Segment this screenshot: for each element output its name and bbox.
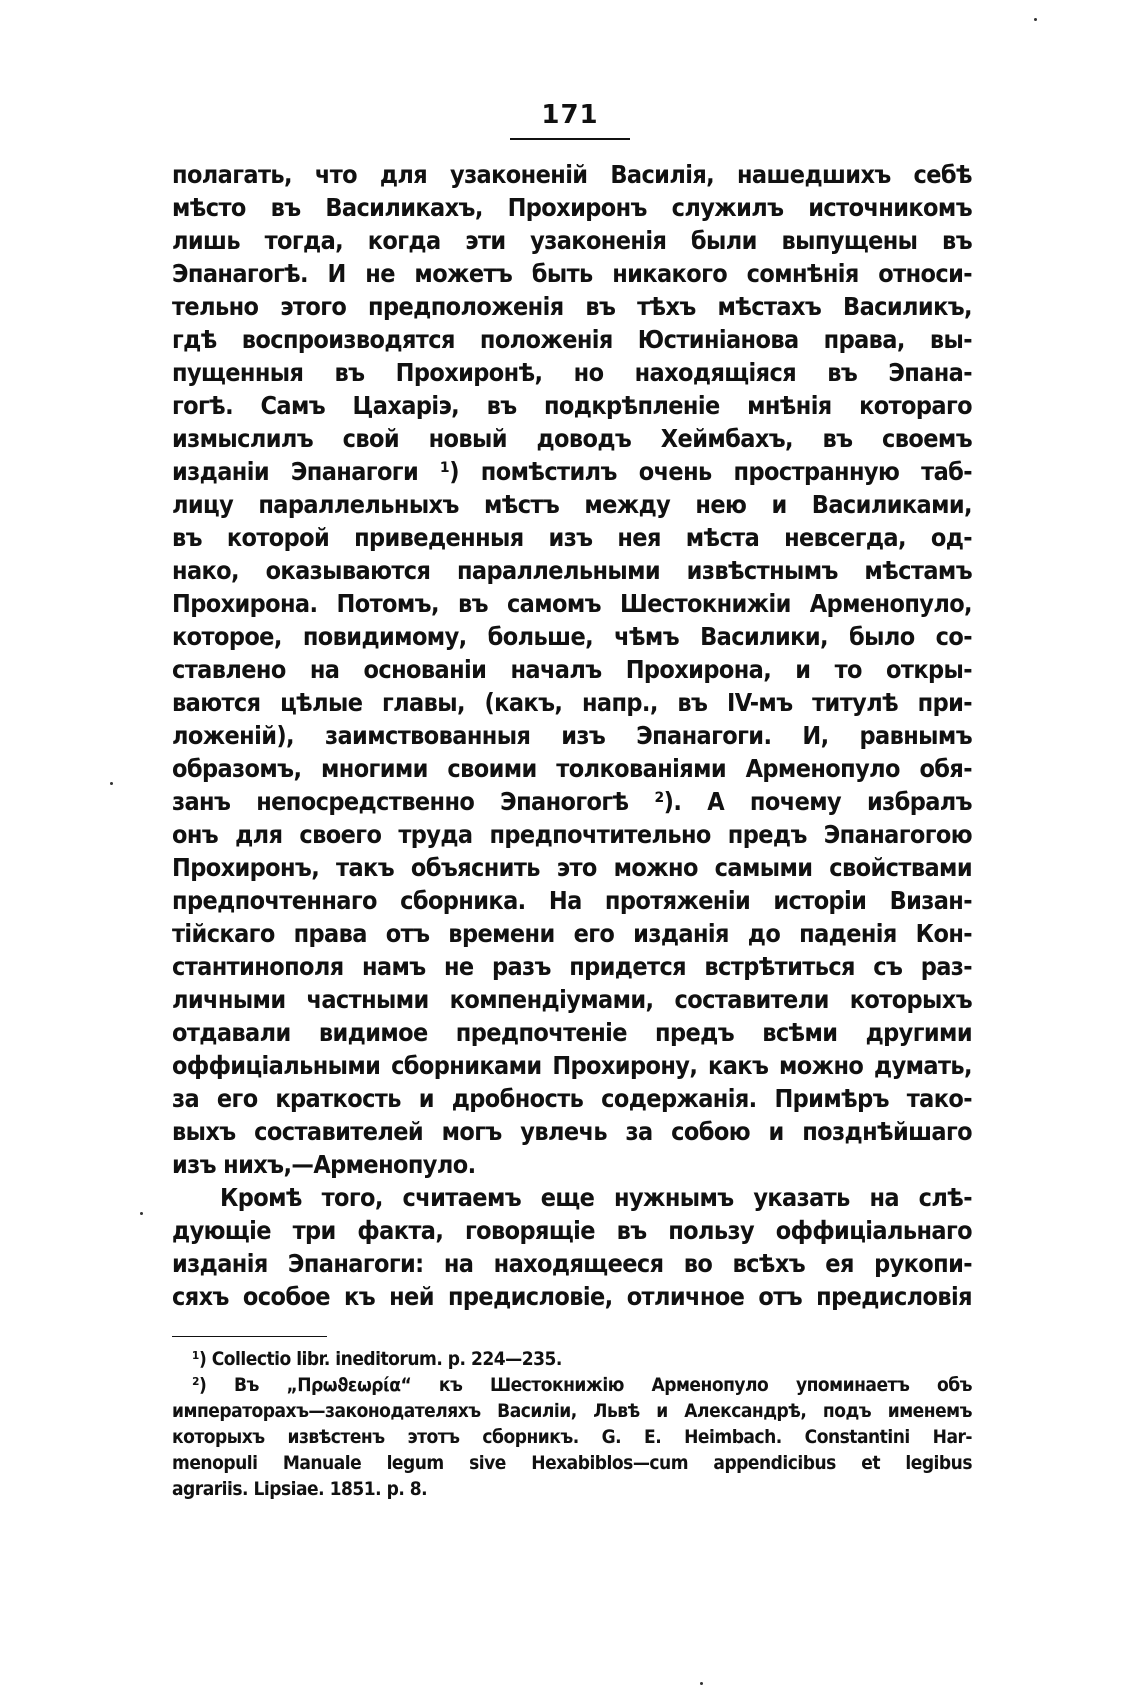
text-line: предпочтеннаго сборника. На протяженіи исторіи Визан- [172, 886, 972, 915]
text-line: гдѣ воспроизводятся положенія Юстиніанова права, вы- [172, 325, 972, 354]
text-line: онъ для своего труда предпочтительно предъ Эпанагогою [172, 820, 972, 849]
text-line: нако, оказываются параллельными извѣстнымъ мѣстамъ [172, 556, 972, 585]
footnote-1: ¹) Collectio libr. ineditorum. p. 224—235. [192, 1348, 562, 1370]
main-text [172, 158, 972, 1313]
text-line: отдавали видимое предпочтеніе предъ всѣми другими [172, 1018, 972, 1047]
text-line: изданіи Эпанагоги ¹) помѣстилъ очень пространную таб- [172, 457, 972, 486]
footnote-2: ²) Въ „Πρωϑεωρία“ къ Шестокнижію Арменопуло упоминаетъ объ [192, 1374, 972, 1396]
text-line: за его краткость и дробность содержанія. Примѣръ тако- [172, 1084, 972, 1113]
text-line: въ которой приведенныя изъ нея мѣста невсегда, од- [172, 523, 972, 552]
text-line: тійскаго права отъ времени его изданія до паденія Кон- [172, 919, 972, 948]
paragraph-start-line: Кромѣ того, считаемъ еще нужнымъ указать на слѣ- [220, 1183, 972, 1212]
footnote-line: agrariis. Lipsiae. 1851. p. 8. [172, 1478, 428, 1500]
footnote-separator [172, 1336, 327, 1337]
text-line: личными частными компендіумами, составители которыхъ [172, 985, 972, 1014]
text-line: дующіе три факта, говорящіе въ пользу оффиціальнаго [172, 1216, 972, 1245]
text-line: ваются цѣлые главы, (какъ, напр., въ IV-мъ титулѣ при- [172, 688, 972, 717]
text-line: полагать, что для узаконеній Василія, нашедшихъ себѣ [172, 160, 972, 189]
footnote-line: императорахъ—законодателяхъ Василіи, Львѣ и Александрѣ, подъ именемъ [172, 1400, 972, 1422]
text-line: тельно этого предположенія въ тѣхъ мѣстахъ Василикъ, [172, 292, 972, 321]
footnote-line: которыхъ извѣстенъ этотъ сборникъ. G. E. Heimbach. Constantini Har- [172, 1426, 972, 1448]
text-line: которое, повидимому, больше, чѣмъ Василики, было со- [172, 622, 972, 651]
text-line: Прохирона. Потомъ, въ самомъ Шестокнижіи Арменопуло, [172, 589, 972, 618]
text-line: ставлено на основаніи началъ Прохирона, и то откры- [172, 655, 972, 684]
text-line: оффиціальными сборниками Прохирону, какъ можно думать, [172, 1051, 972, 1080]
text-line: измыслилъ свой новый доводъ Хеймбахъ, въ своемъ [172, 424, 972, 453]
scan-speck [1034, 18, 1037, 21]
text-line: сяхъ особое къ ней предисловіе, отличное отъ предисловія [172, 1282, 972, 1311]
footnotes [172, 1346, 972, 1502]
text-line: гогѣ. Самъ Цахаріэ, въ подкрѣпленіе мнѣнія котораго [172, 391, 972, 420]
text-line: стантинополя намъ не разъ придется встрѣтиться съ раз- [172, 952, 972, 981]
text-line: ложеній), заимствованныя изъ Эпанагоги. И, равнымъ [172, 721, 972, 750]
text-line: лишь тогда, когда эти узаконенія были выпущены въ [172, 226, 972, 255]
page-number: 171 [541, 100, 599, 130]
footnote-line: menopuli Manuale legum sive Hexabiblos—cum appendicibus et legibus [172, 1452, 972, 1474]
text-line: Эпанагогѣ. И не можетъ быть никакого сомнѣнія относи- [172, 259, 972, 288]
text-line: пущенныя въ Прохиронѣ, но находящіяся въ Эпана- [172, 358, 972, 387]
text-line: мѣсто въ Василикахъ, Прохиронъ служилъ источникомъ [172, 193, 972, 222]
paragraph-end-line: изъ нихъ,—Арменопуло. [172, 1150, 476, 1179]
page-number-underline [510, 138, 630, 140]
text-line: изданія Эпанагоги: на находящееся во всѣхъ ея рукопи- [172, 1249, 972, 1278]
scan-speck [110, 782, 113, 785]
text-line: занъ непосредственно Эпаногогѣ ²). А почему избралъ [172, 787, 972, 816]
text-line: образомъ, многими своими толкованіями Арменопуло обя- [172, 754, 972, 783]
scan-speck [700, 1682, 703, 1685]
scan-speck [140, 1212, 143, 1215]
text-line: Прохиронъ, такъ объяснить это можно самыми свойствами [172, 853, 972, 882]
text-line: лицу параллельныхъ мѣстъ между нею и Василиками, [172, 490, 972, 519]
text-line: выхъ составителей могъ увлечь за собою и позднѣйшаго [172, 1117, 972, 1146]
